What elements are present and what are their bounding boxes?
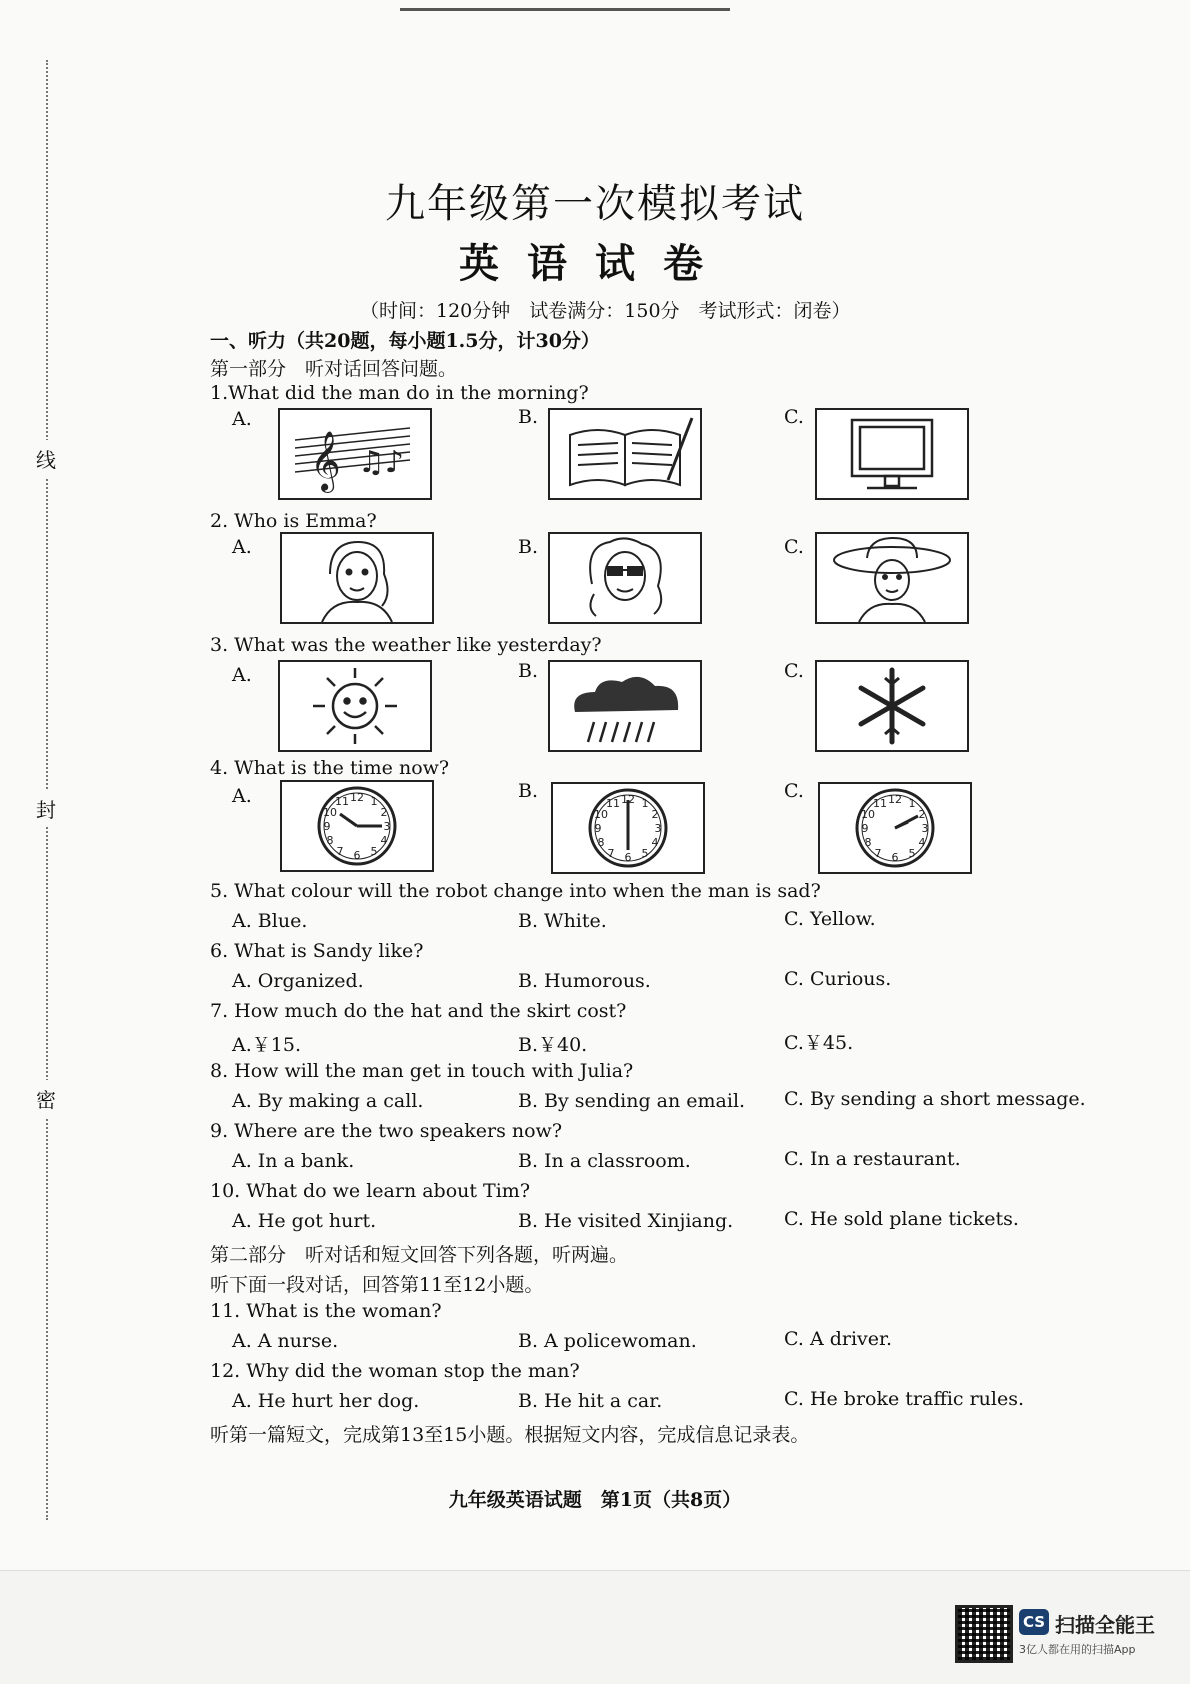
svg-text:5: 5 (370, 845, 378, 858)
svg-text:2: 2 (918, 808, 926, 821)
svg-text:2: 2 (380, 806, 388, 819)
svg-text:♫♪: ♫♪ (358, 445, 405, 480)
svg-text:3: 3 (383, 820, 391, 833)
sun-icon (278, 660, 432, 752)
svg-text:10: 10 (594, 808, 608, 821)
option-a: A. He hurt her dog. (232, 1390, 420, 1412)
svg-text:11: 11 (335, 795, 349, 808)
clock-icon (551, 782, 705, 874)
svg-text:6: 6 (624, 851, 632, 864)
option-b: B. Humorous. (518, 970, 651, 992)
svg-text:10: 10 (323, 806, 337, 819)
binding-char-xian: 线 (36, 440, 56, 477)
option-b: B.￥40. (518, 1034, 588, 1056)
option-c: C. He sold plane tickets. (784, 1208, 1019, 1230)
option-a: A. In a bank. (232, 1150, 355, 1172)
option-label: A. (232, 536, 252, 558)
svg-text:1: 1 (370, 795, 378, 808)
svg-text:3: 3 (921, 822, 929, 835)
svg-text:8: 8 (597, 836, 605, 849)
exam-info: （时间：120分钟 试卷满分：150分 考试形式：闭卷） (360, 300, 851, 322)
svg-text:4: 4 (651, 836, 659, 849)
option-b: B. He hit a car. (518, 1390, 663, 1412)
option-c: C. In a restaurant. (784, 1148, 961, 1170)
part1-heading: 第一部分 听对话回答问题。 (210, 358, 458, 380)
svg-text:1: 1 (908, 797, 916, 810)
option-c: C. He broke traffic rules. (784, 1388, 1025, 1410)
option-b: B. By sending an email. (518, 1090, 746, 1112)
clock-icon (818, 782, 972, 874)
part2-heading: 第二部分 听对话和短文回答下列各题，听两遍。 (210, 1244, 629, 1266)
option-a: A. Blue. (232, 910, 308, 932)
svg-text:7: 7 (607, 847, 615, 860)
book-and-pen-icon (548, 408, 702, 500)
svg-text:9: 9 (594, 822, 602, 835)
svg-text:4: 4 (918, 836, 926, 849)
option-label: C. (784, 780, 804, 802)
scanner-watermark (955, 1605, 1175, 1665)
question-12: 12. Why did the woman stop the man? (210, 1360, 580, 1382)
option-label: B. (518, 536, 539, 558)
exam-subject-title: 英语试卷 (459, 240, 731, 287)
option-c: C. Curious. (784, 968, 892, 990)
svg-text:10: 10 (861, 808, 875, 821)
passage-intro: 听第一篇短文，完成第13至15小题。根据短文内容，完成信息记录表。 (210, 1424, 810, 1446)
svg-text:6: 6 (891, 851, 899, 864)
option-a: A. A nurse. (232, 1330, 339, 1352)
part2-intro: 听下面一段对话，回答第11至12小题。 (210, 1274, 544, 1296)
question-11: 11. What is the woman? (210, 1300, 442, 1322)
option-label: C. (784, 536, 804, 558)
rain-cloud-icon (548, 660, 702, 752)
svg-text:11: 11 (873, 797, 887, 810)
section-heading: 一、听力（共20题，每小题1.5分，计30分） (210, 330, 600, 352)
option-b: B. A policewoman. (518, 1330, 697, 1352)
music-notes-icon (278, 408, 432, 500)
girl-portrait-icon (280, 532, 434, 624)
option-label: A. (232, 408, 252, 430)
exam-title: 九年级第一次模拟考试 (385, 181, 805, 227)
svg-text:7: 7 (336, 845, 344, 858)
question-4: 4. What is the time now? (210, 757, 450, 779)
question-9: 9. Where are the two speakers now? (210, 1120, 563, 1142)
question-7: 7. How much do the hat and the skirt cost? (210, 1000, 627, 1022)
question-3: 3. What was the weather like yesterday? (210, 634, 602, 656)
svg-text:9: 9 (861, 822, 869, 835)
top-rule (400, 8, 730, 11)
question-2: 2. Who is Emma? (210, 510, 377, 532)
svg-text:12: 12 (621, 793, 635, 806)
svg-text:3: 3 (654, 822, 662, 835)
girl-sunglasses-icon (548, 532, 702, 624)
svg-text:5: 5 (641, 847, 649, 860)
option-c: C. By sending a short message. (784, 1088, 1086, 1110)
question-8: 8. How will the man get in touch with Julia? (210, 1060, 634, 1082)
cs-logo: CS (1019, 1609, 1049, 1635)
computer-monitor-icon (815, 408, 969, 500)
svg-text:6: 6 (353, 849, 361, 862)
option-a: A.￥15. (232, 1034, 301, 1056)
option-b: B. He visited Xinjiang. (518, 1210, 734, 1232)
svg-text:12: 12 (888, 793, 902, 806)
qr-code-icon (955, 1605, 1013, 1663)
scanner-app-name: 扫描全能王 (1055, 1613, 1155, 1637)
svg-text:𝄞: 𝄞 (310, 431, 341, 491)
question-5: 5. What colour will the robot change into when the man is sad? (210, 880, 821, 902)
svg-text:2: 2 (651, 808, 659, 821)
option-label: C. (784, 406, 804, 428)
option-label: A. (232, 785, 252, 807)
woman-sunhat-icon (815, 532, 969, 624)
option-label: B. (518, 406, 539, 428)
svg-text:8: 8 (326, 834, 334, 847)
svg-text:5: 5 (908, 847, 916, 860)
option-c: C. Yellow. (784, 908, 876, 930)
svg-text:12: 12 (350, 791, 364, 804)
binding-char-feng: 封 (36, 790, 56, 827)
scanner-tagline: 3亿人都在用的扫描App (1019, 1643, 1136, 1656)
option-label: A. (232, 664, 252, 686)
option-b: B. White. (518, 910, 607, 932)
svg-text:1: 1 (641, 797, 649, 810)
option-label: C. (784, 660, 804, 682)
option-a: A. He got hurt. (232, 1210, 377, 1232)
option-label: B. (518, 780, 539, 802)
page-footer: 九年级英语试题 第1页（共8页） (448, 1489, 742, 1511)
snowflake-icon (815, 660, 969, 752)
option-c: C.￥45. (784, 1032, 854, 1054)
question-6: 6. What is Sandy like? (210, 940, 424, 962)
option-a: A. By making a call. (232, 1090, 424, 1112)
svg-text:7: 7 (874, 847, 882, 860)
option-label: B. (518, 660, 539, 682)
clock-icon (280, 780, 434, 872)
binding-char-mi: 密 (36, 1080, 56, 1117)
question-10: 10. What do we learn about Tim? (210, 1180, 531, 1202)
svg-text:8: 8 (864, 836, 872, 849)
option-c: C. A driver. (784, 1328, 893, 1350)
question-1: 1.What did the man do in the morning? (210, 382, 589, 404)
svg-text:11: 11 (606, 797, 620, 810)
svg-text:4: 4 (380, 834, 388, 847)
option-a: A. Organized. (232, 970, 364, 992)
option-b: B. In a classroom. (518, 1150, 691, 1172)
svg-text:9: 9 (323, 820, 331, 833)
